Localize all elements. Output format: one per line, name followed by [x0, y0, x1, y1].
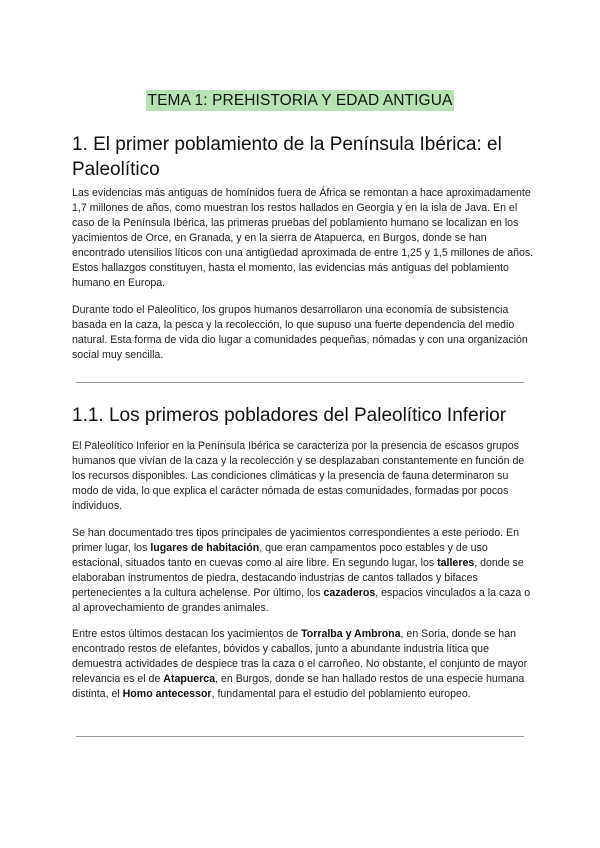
text-run: Se han documentado tres tipos principales de yacimientos correspondientes a este periodo. En primer lugar, los [72, 527, 519, 554]
text-run: , que eran campamentos poco estables y de uso estacional, situados tanto en cuevas como al aire libre. En segundo lugar, los [72, 542, 488, 569]
text-run: , donde se elaboraban instrumentos de piedra, destacando industrias de cantos tallados y bifaces pertenecientes a la cultura achelense. Por último, los [72, 557, 524, 599]
bold-term-talleres: talleres [437, 557, 475, 569]
section-heading-1: 1. El primer poblamiento de la Península Ibérica: el Paleolítico [72, 134, 502, 180]
bold-term-cazaderos: cazaderos [323, 587, 376, 599]
title-container [0, 90, 600, 111]
section-heading-1-1: 1.1. Los primeros pobladores del Paleolítico Inferior [72, 405, 507, 426]
paragraph-5 [72, 627, 534, 702]
divider-2 [76, 736, 524, 737]
text-run: , en Soria, donde se han encontrado restos de elefantes, bóvidos y caballos, junto a abundante industria lítica que demuestra actividades de despiece tras la caza o el carroñeo. No obstante, el conjunto de mayor relevancia es el de [72, 628, 528, 685]
text-run: , en Burgos, donde se han hallado restos de una especie humana distinta, el [72, 673, 525, 700]
bold-term-homo-antecessor: Homo antecessor [122, 688, 212, 700]
paragraph-2: Durante todo el Paleolítico, los grupos humanos desarrollaron una economía de subsistencia basada en la caza, la pesca y la recolección, lo que supuso una fuerte dependencia del medio natural. Esta forma de vida dio lugar a comunidades pequeñas, nómadas y con una organización social muy sencilla. [72, 304, 528, 361]
bold-term-torralba-y-ambrona: Torralba y Ambrona [301, 628, 401, 640]
bold-term-lugares-de-habitacion: lugares de habitación [150, 542, 260, 554]
text-run: , fundamental para el estudio del poblamiento europeo. [211, 688, 471, 700]
divider-1 [76, 382, 524, 383]
paragraph-4 [72, 526, 534, 616]
paragraph-1: Las evidencias más antiguas de homínidos fuera de África se remontan a hace aproximadamente 1,7 millones de años, como muestran los restos hallados en Georgia y en la isla de Java. En el caso de la Península Ibérica, las primeras pruebas del poblamiento humano se localizan en los yacimientos de Orce, en Granada, y en la sierra de Atapuerca, en Burgos, donde se han encontrado utensilios líticos con una antigüedad aproximada de entre 1,25 y 1,5 millones de años. Estos hallazgos constituyen, hasta el momento, las evidencias más antiguas del poblamiento humano en Europa. [72, 187, 534, 289]
paragraph-3: El Paleolítico Inferior en la Península Ibérica se caracteriza por la presencia de escasos grupos humanos que vivían de la caza y la recolección y se desplazaban constantemente en función de los recursos disponibles. Las condiciones climáticas y la presencia de fauna determinaron su modo de vida, lo que explica el carácter nómada de estas comunidades, formadas por pocos individuos. [72, 440, 525, 512]
bold-term-atapuerca: Atapuerca [163, 673, 216, 685]
text-run: , espacios vinculados a la caza o al aprovechamiento de grandes animales. [72, 587, 531, 614]
text-run: Entre estos últimos destacan los yacimientos de [72, 628, 302, 640]
document-title: TEMA 1: PREHISTORIA Y EDAD ANTIGUA [147, 92, 453, 109]
